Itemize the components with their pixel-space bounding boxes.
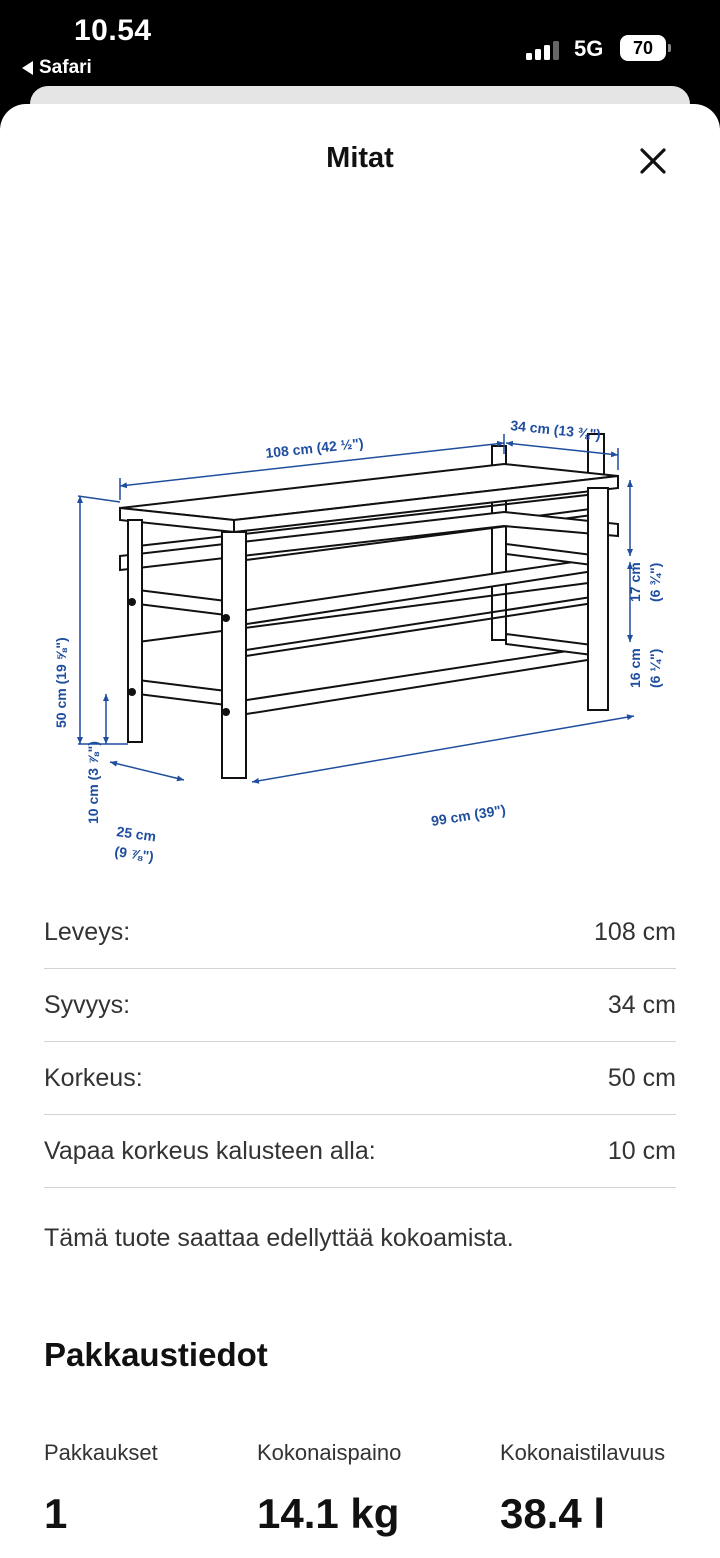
- top-spacing-inch-label: (6 ¾"): [647, 562, 663, 602]
- dimensions-modal: [0, 104, 720, 1558]
- dimension-row-depth: [44, 969, 676, 1042]
- weight-value: 14.1 kg: [257, 1490, 400, 1537]
- close-button[interactable]: [632, 140, 674, 182]
- battery-icon: [620, 35, 666, 61]
- bench-drawing: [120, 434, 618, 778]
- assembly-note: Tämä tuote saattaa edellyttää kokoamista.: [44, 1224, 514, 1252]
- inner-width-label: 99 cm (39"): [429, 801, 507, 829]
- dimension-label: Korkeus:: [44, 1063, 143, 1092]
- dimension-row-clearance: [44, 1115, 676, 1188]
- modal-title: Mitat: [326, 142, 394, 174]
- back-to-app-button[interactable]: [22, 57, 92, 79]
- packages-label: Pakkaukset: [44, 1440, 158, 1465]
- depth-label: 34 cm (13 ⅜"): [509, 417, 602, 443]
- volume-value: 38.4 l: [500, 1490, 606, 1537]
- clearance-label: 10 cm (3 ⅞"): [85, 741, 101, 824]
- volume-label: Kokonaistilavuus: [500, 1440, 666, 1465]
- dimension-value: 10 cm: [607, 1136, 676, 1165]
- height-label: 50 cm (19 ⅝"): [53, 637, 69, 728]
- volume-info: [500, 1440, 665, 1538]
- dimension-value: 108 cm: [594, 917, 676, 946]
- packages-value: 1: [44, 1490, 68, 1537]
- cellular-signal-icon: [526, 40, 559, 60]
- back-arrow-icon: [22, 61, 33, 75]
- width-label: 108 cm (42 ½"): [264, 434, 365, 461]
- status-time: 10.54: [74, 14, 152, 47]
- shelf-spacing-label: 16 cm: [627, 648, 643, 688]
- dimension-value: 34 cm: [607, 990, 676, 1019]
- inner-depth-label: 25 cm: [115, 823, 158, 845]
- dimension-value: 50 cm: [607, 1063, 676, 1092]
- weight-label: Kokonaispaino: [257, 1440, 402, 1465]
- dimension-label: Leveys:: [44, 917, 131, 946]
- top-spacing-label: 17 cm: [627, 562, 643, 602]
- back-app-label: Safari: [39, 57, 92, 78]
- status-bar: [0, 0, 720, 96]
- dimension-label: Syvyys:: [44, 990, 131, 1019]
- battery-level: 70: [632, 37, 654, 58]
- inner-depth-inch-label: (9 ⅞"): [113, 843, 155, 865]
- dimension-label: Vapaa korkeus kalusteen alla:: [44, 1136, 376, 1165]
- shelf-spacing-inch-label: (6 ¼"): [647, 648, 663, 688]
- close-icon: [632, 140, 674, 182]
- dimensions-list: [44, 896, 676, 1188]
- weight-info: [257, 1440, 401, 1538]
- packaging-title: Pakkaustiedot: [44, 1336, 268, 1373]
- packages-info: [44, 1440, 158, 1538]
- product-dimension-diagram: [40, 350, 663, 865]
- dimension-row-width: [44, 896, 676, 969]
- network-type: 5G: [574, 36, 604, 61]
- dimension-row-height: [44, 1042, 676, 1115]
